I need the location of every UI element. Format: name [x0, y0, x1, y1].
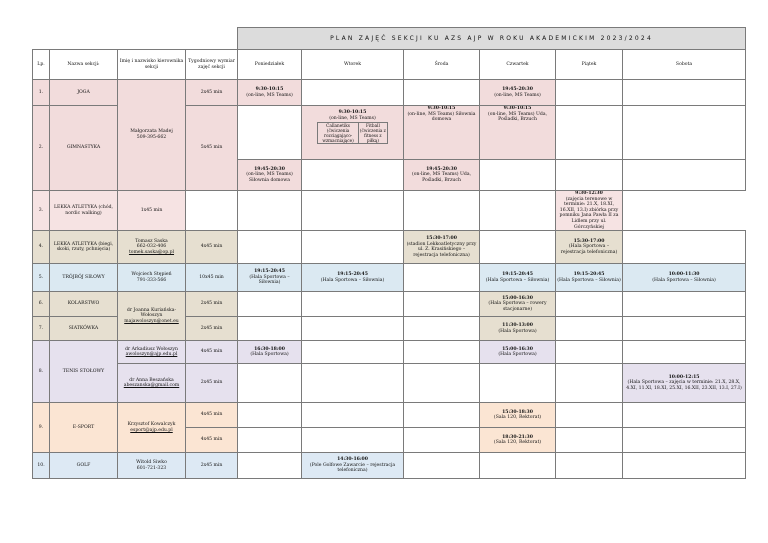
time-slot: 18:30-21:30 [502, 434, 533, 440]
leader-name: Krzysztof Kowalczyk [127, 422, 176, 428]
leader-email-link[interactable]: awoloszyn@ajp.edu.pl [125, 352, 178, 358]
section-leader [118, 341, 186, 364]
time-slot: 19:15-20:45 [502, 272, 533, 278]
leader-name: Wojciech Stępień [131, 272, 172, 278]
schedule-cell-empty [186, 191, 238, 231]
schedule-cell-saturday [623, 364, 746, 403]
place: (stadion Lekkoatletyczny przy ul. Z. Krasińskiego – rejestracja telefoniczna) [406, 241, 477, 258]
section-leader [118, 453, 186, 479]
weekly-hours: 2x45 min [186, 453, 238, 479]
leader-email-link[interactable]: majawoloszyn@onet.eu [124, 318, 179, 324]
section-leader [118, 264, 186, 292]
schedule-cell-empty [404, 364, 480, 403]
schedule-cell-empty [623, 428, 746, 453]
schedule-cell-empty [623, 160, 746, 191]
schedule-cell-empty [404, 80, 480, 106]
schedule-cell-empty [556, 364, 623, 403]
schedule-cell-monday [238, 264, 302, 292]
leader-name: Witold Siwko [136, 460, 167, 466]
schedule-cell-empty [480, 160, 556, 191]
section-name: KOLARSTWO [50, 292, 118, 317]
header-saturday: Sobota [623, 50, 746, 80]
schedule-cell-empty [556, 317, 623, 341]
schedule-cell-empty [302, 191, 404, 231]
schedule-cell-empty [623, 341, 746, 364]
schedule-cell-empty [404, 317, 480, 341]
table-row [33, 80, 746, 106]
schedule-cell-empty [302, 160, 404, 191]
table-row [33, 264, 746, 292]
schedule-cell-empty [302, 80, 404, 106]
schedule-cell-thursday [480, 106, 556, 160]
schedule-cell-empty [302, 317, 404, 341]
schedule-cell-empty [623, 292, 746, 317]
header-wednesday: Środa [404, 50, 480, 80]
weekly-hours: 4x45 min [186, 403, 238, 428]
place: (on-line, MS Teams) Uda, Pośladki, Brzuch [487, 111, 548, 123]
place: (on-line, MS Teams) [494, 92, 541, 98]
section-leader [118, 231, 186, 264]
schedule-cell-wednesday [404, 231, 480, 264]
row-number: 7. [33, 317, 50, 341]
time-slot: 9:30-10:15 [338, 110, 367, 115]
leader-name: dr Joanna Kuriańska-Wołoszyn [126, 307, 177, 319]
table-row [33, 191, 746, 231]
schedule-cell-empty [480, 453, 556, 479]
weekly-hours: 4x45 min [186, 231, 238, 264]
table-row [33, 403, 746, 428]
time-slot: 14:30-16:00 [337, 457, 368, 463]
place: (on-line, MS Teams) [246, 92, 293, 98]
schedule-cell-monday [238, 160, 302, 191]
leader-name: dr Anna Beszańska [129, 377, 174, 383]
schedule-cell-empty [623, 403, 746, 428]
row-number: 5. [33, 264, 50, 292]
header-name: Nazwa sekcji: [50, 50, 118, 80]
schedule-cell-empty [556, 160, 623, 191]
schedule-cell-empty [623, 80, 746, 106]
schedule-cell-empty [480, 364, 556, 403]
schedule-cell-empty [238, 191, 302, 231]
schedule-cell-empty [302, 428, 404, 453]
row-number: 9. [33, 403, 50, 453]
schedule-cell-thursday [480, 403, 556, 428]
row-number: 8. [33, 341, 50, 403]
header-monday: Poniedziałek [238, 50, 302, 80]
schedule-cell-empty [302, 403, 404, 428]
schedule-cell-empty [404, 264, 480, 292]
schedule-cell-empty [238, 317, 302, 341]
schedule-cell-empty [404, 453, 480, 479]
time-slot: 15:30-17:00 [426, 235, 457, 241]
leader-phone: 791-333-566 [136, 277, 167, 283]
schedule-cell-empty [556, 428, 623, 453]
schedule-cell-empty [404, 403, 480, 428]
place: (Hala Sportowa – Siłownia) [652, 277, 716, 283]
leader-name: Tomasz Saska [135, 238, 168, 244]
schedule-cell-wednesday [404, 106, 480, 160]
schedule-cell-tuesday [302, 106, 404, 160]
sub-activity: Fitball (ćwiczenia z fitness z piłką) [359, 123, 386, 144]
section-name: TENIS STOŁOWY [50, 341, 118, 403]
time-slot: 19:15-20:45 [573, 272, 605, 278]
section-leader [118, 80, 186, 191]
header-weekly: Tygodniowy wymiar zajęć sekcji [186, 50, 238, 80]
row-number: 1. [33, 80, 50, 106]
schedule-cell-empty [556, 403, 623, 428]
place: (on-line, MS Teams) Siłownia domowa [246, 172, 293, 183]
schedule-cell-thursday [480, 292, 556, 317]
section-name: LEKKA ATLETYKA (biegi, skoki, rzuty, pchnięcia) [50, 231, 118, 264]
table-row [33, 453, 746, 479]
leader-phone: 509-395-662 [136, 135, 167, 140]
section-name: LEKKA ATLETYKA (chód, nordic walking) [50, 191, 118, 231]
schedule-cell-empty [404, 191, 480, 231]
time-slot: 9:30-10:15 [427, 106, 456, 111]
header-tuesday: Wtorek [302, 50, 404, 80]
weekly-hours: 4x45 min [186, 341, 238, 364]
schedule-cell-empty [238, 292, 302, 317]
leader-name: Małgorzata Madej [130, 129, 173, 135]
schedule-cell-empty [238, 428, 302, 453]
schedule-cell-empty [238, 403, 302, 428]
leader-phone: 601-721-323 [136, 465, 167, 471]
schedule-cell-monday [238, 341, 302, 364]
place: (Sala 120, Rektorat) [493, 415, 542, 421]
schedule-cell-thursday [480, 80, 556, 106]
place: (on-line, MS Teams) Uda, Pośladki, Brzuch [411, 172, 472, 183]
place: (Sala 120, Rektorat) [493, 440, 542, 446]
schedule-cell-empty [302, 364, 404, 403]
weekly-hours: 2x45 min [186, 292, 238, 317]
schedule-cell-empty [623, 317, 746, 341]
schedule-cell-empty [302, 292, 404, 317]
time-slot: 19:45-20:30 [426, 166, 457, 172]
table-row [33, 292, 746, 317]
schedule-cell-saturday [623, 264, 746, 292]
time-slot: 19:45-20:30 [254, 166, 285, 172]
time-slot: 10:00-11:30 [668, 272, 700, 278]
schedule-cell-empty [480, 231, 556, 264]
row-number: 4. [33, 231, 50, 264]
schedule-cell-empty [238, 231, 302, 264]
time-slot: 10:00-12:15 [668, 374, 700, 380]
blank-corner [33, 28, 238, 50]
section-leader [118, 292, 186, 341]
place: (on-line, MS Teams) Siłownia domowa [407, 111, 476, 123]
weekly-hours: 2x45 min [186, 80, 238, 106]
section-name: E-SPORT [50, 403, 118, 453]
page-title: PLAN ZAJĘĆ SEKCJI KU AZS AJP W ROKU AKADEMICKIM 2023/2024 [238, 28, 746, 50]
place: (on-line, MS Teams) [329, 115, 376, 121]
row-number: 10. [33, 453, 50, 479]
time-slot: 15:30-18:30 [502, 409, 533, 415]
schedule-cell-thursday [480, 264, 556, 292]
leader-email-link[interactable]: tomek.saska@op.pl [128, 249, 175, 255]
time-slot: 15:00-16:30 [502, 295, 533, 301]
section-name: GIMNASTYKA [50, 106, 118, 191]
time-slot: 9:30-10:15 [503, 106, 532, 111]
section-leader [118, 364, 186, 403]
row-number: 2. [33, 106, 50, 191]
table-row [33, 364, 746, 403]
schedule-cell-empty [480, 191, 556, 231]
time-slot: 11:30-13:00 [502, 323, 533, 329]
time-slot: 9:30-12:30 [575, 191, 603, 196]
section-name: TRÓJBÓJ SIŁOWY [50, 264, 118, 292]
place: (Hala Sportowa) [498, 328, 537, 334]
header-thursday: Czwartek [480, 50, 556, 80]
row-number: 3. [33, 191, 50, 231]
weekly-hours: 5x45 min [186, 106, 238, 191]
schedule-cell-empty [404, 292, 480, 317]
schedule-cell-tuesday [302, 264, 404, 292]
schedule-table [32, 27, 746, 479]
schedule-cell-empty [623, 231, 746, 264]
table-row [33, 341, 746, 364]
header-leader: Imię i nazwisko kierownika sekcji [118, 50, 186, 80]
place: (Hala Sportowa – zajęcia w terminie: 21.X, 28.X, 4.XI, 11.XI, 18.XI, 25.XI, 16.XII, 23.XII, 13.I, 27.I) [626, 380, 742, 391]
schedule-cell-empty [238, 106, 302, 160]
schedule-cell-wednesday [404, 160, 480, 191]
time-slot: 15:30-17:00 [573, 238, 605, 244]
schedule-cell-thursday [480, 317, 556, 341]
weekly-hours: 2x45 min [186, 364, 238, 403]
schedule-cell-empty [556, 292, 623, 317]
section-name: SIATKÓWKA [50, 317, 118, 341]
weekly-hours: 4x45 min [186, 428, 238, 453]
schedule-cell-empty [238, 453, 302, 479]
schedule-cell-empty [623, 453, 746, 479]
schedule-cell-friday [556, 231, 623, 264]
place: (zajęcia terenowe w terminie: 21.X, 18.XI, 16.XII, 13.I) zbiórka przy pomniku Jana Pawła II za Lidlem przy ul. Górczyńskiej [559, 196, 619, 230]
place: (Hala Sportowa) [498, 352, 537, 358]
schedule-cell-empty [404, 341, 480, 364]
place: (Hala Sportowa – rowery stacjonarne) [488, 301, 547, 312]
schedule-cell-friday [556, 264, 623, 292]
tuesday-subtable [317, 122, 388, 144]
schedule-cell-monday [238, 80, 302, 106]
schedule-cell-empty [302, 231, 404, 264]
place: (Hala Sportowa) [250, 352, 289, 358]
schedule-cell-empty [556, 106, 623, 160]
schedule-cell-empty [302, 341, 404, 364]
header-row [33, 50, 746, 80]
time-slot: 9:30-10:15 [255, 86, 284, 92]
schedule-cell-empty [556, 453, 623, 479]
time-slot: 19:45-20:30 [502, 86, 533, 92]
place: (Hala Sportowa – Siłownia) [485, 277, 550, 283]
row-number: 6. [33, 292, 50, 317]
leader-email-link[interactable]: abeszanska@gmail.com [123, 383, 180, 389]
sub-activity: Callanetiks (ćwiczenia rozciągająco-wzmacniające) [318, 123, 359, 144]
schedule-cell-thursday [480, 341, 556, 364]
weekly-hours: 10x45 min [186, 264, 238, 292]
time-slot: 15:00-16:30 [502, 346, 533, 352]
time-slot: 19:15-20:45 [254, 269, 285, 275]
schedule-cell-thursday [480, 428, 556, 453]
section-name: JOGA [50, 80, 118, 106]
schedule-cell-empty [404, 428, 480, 453]
place: (Hala Sportowa – Siłownia) [320, 277, 385, 283]
time-slot: 16:30-18:00 [254, 346, 285, 352]
time-slot: 19:15-20:45 [337, 272, 368, 278]
place: (Pole Golfowe Zawarcie – rejestracja telefoniczna) [309, 462, 396, 474]
section-name: GOLF [50, 453, 118, 479]
place: (Hala Sportowa – Siłownia) [249, 274, 290, 286]
leader-name: dr Arkadiusz Wołoszyn [124, 346, 178, 352]
place: (Hala Sportowa – rejestracja telefoniczna) [560, 244, 618, 255]
header-lp: Lp. [33, 50, 50, 80]
leader-phone: 662-032-406 [136, 244, 167, 250]
schedule-cell-saturday [556, 191, 623, 231]
schedule-cell-tuesday [302, 453, 404, 479]
table-row [33, 231, 746, 264]
section-leader [118, 403, 186, 453]
schedule-cell-empty [623, 106, 746, 160]
schedule-cell-empty [556, 80, 623, 106]
schedule-cell-empty [238, 364, 302, 403]
weekly-hours: 2x45 min [186, 317, 238, 341]
place: (Hala Sportowa – Siłownia) [557, 277, 621, 283]
weekly-hours: 1x45 min [118, 191, 186, 231]
header-friday: Piątek [556, 50, 623, 80]
leader-email-link[interactable]: esport@ajp.edu.pl [130, 427, 173, 433]
schedule-cell-empty [556, 341, 623, 364]
